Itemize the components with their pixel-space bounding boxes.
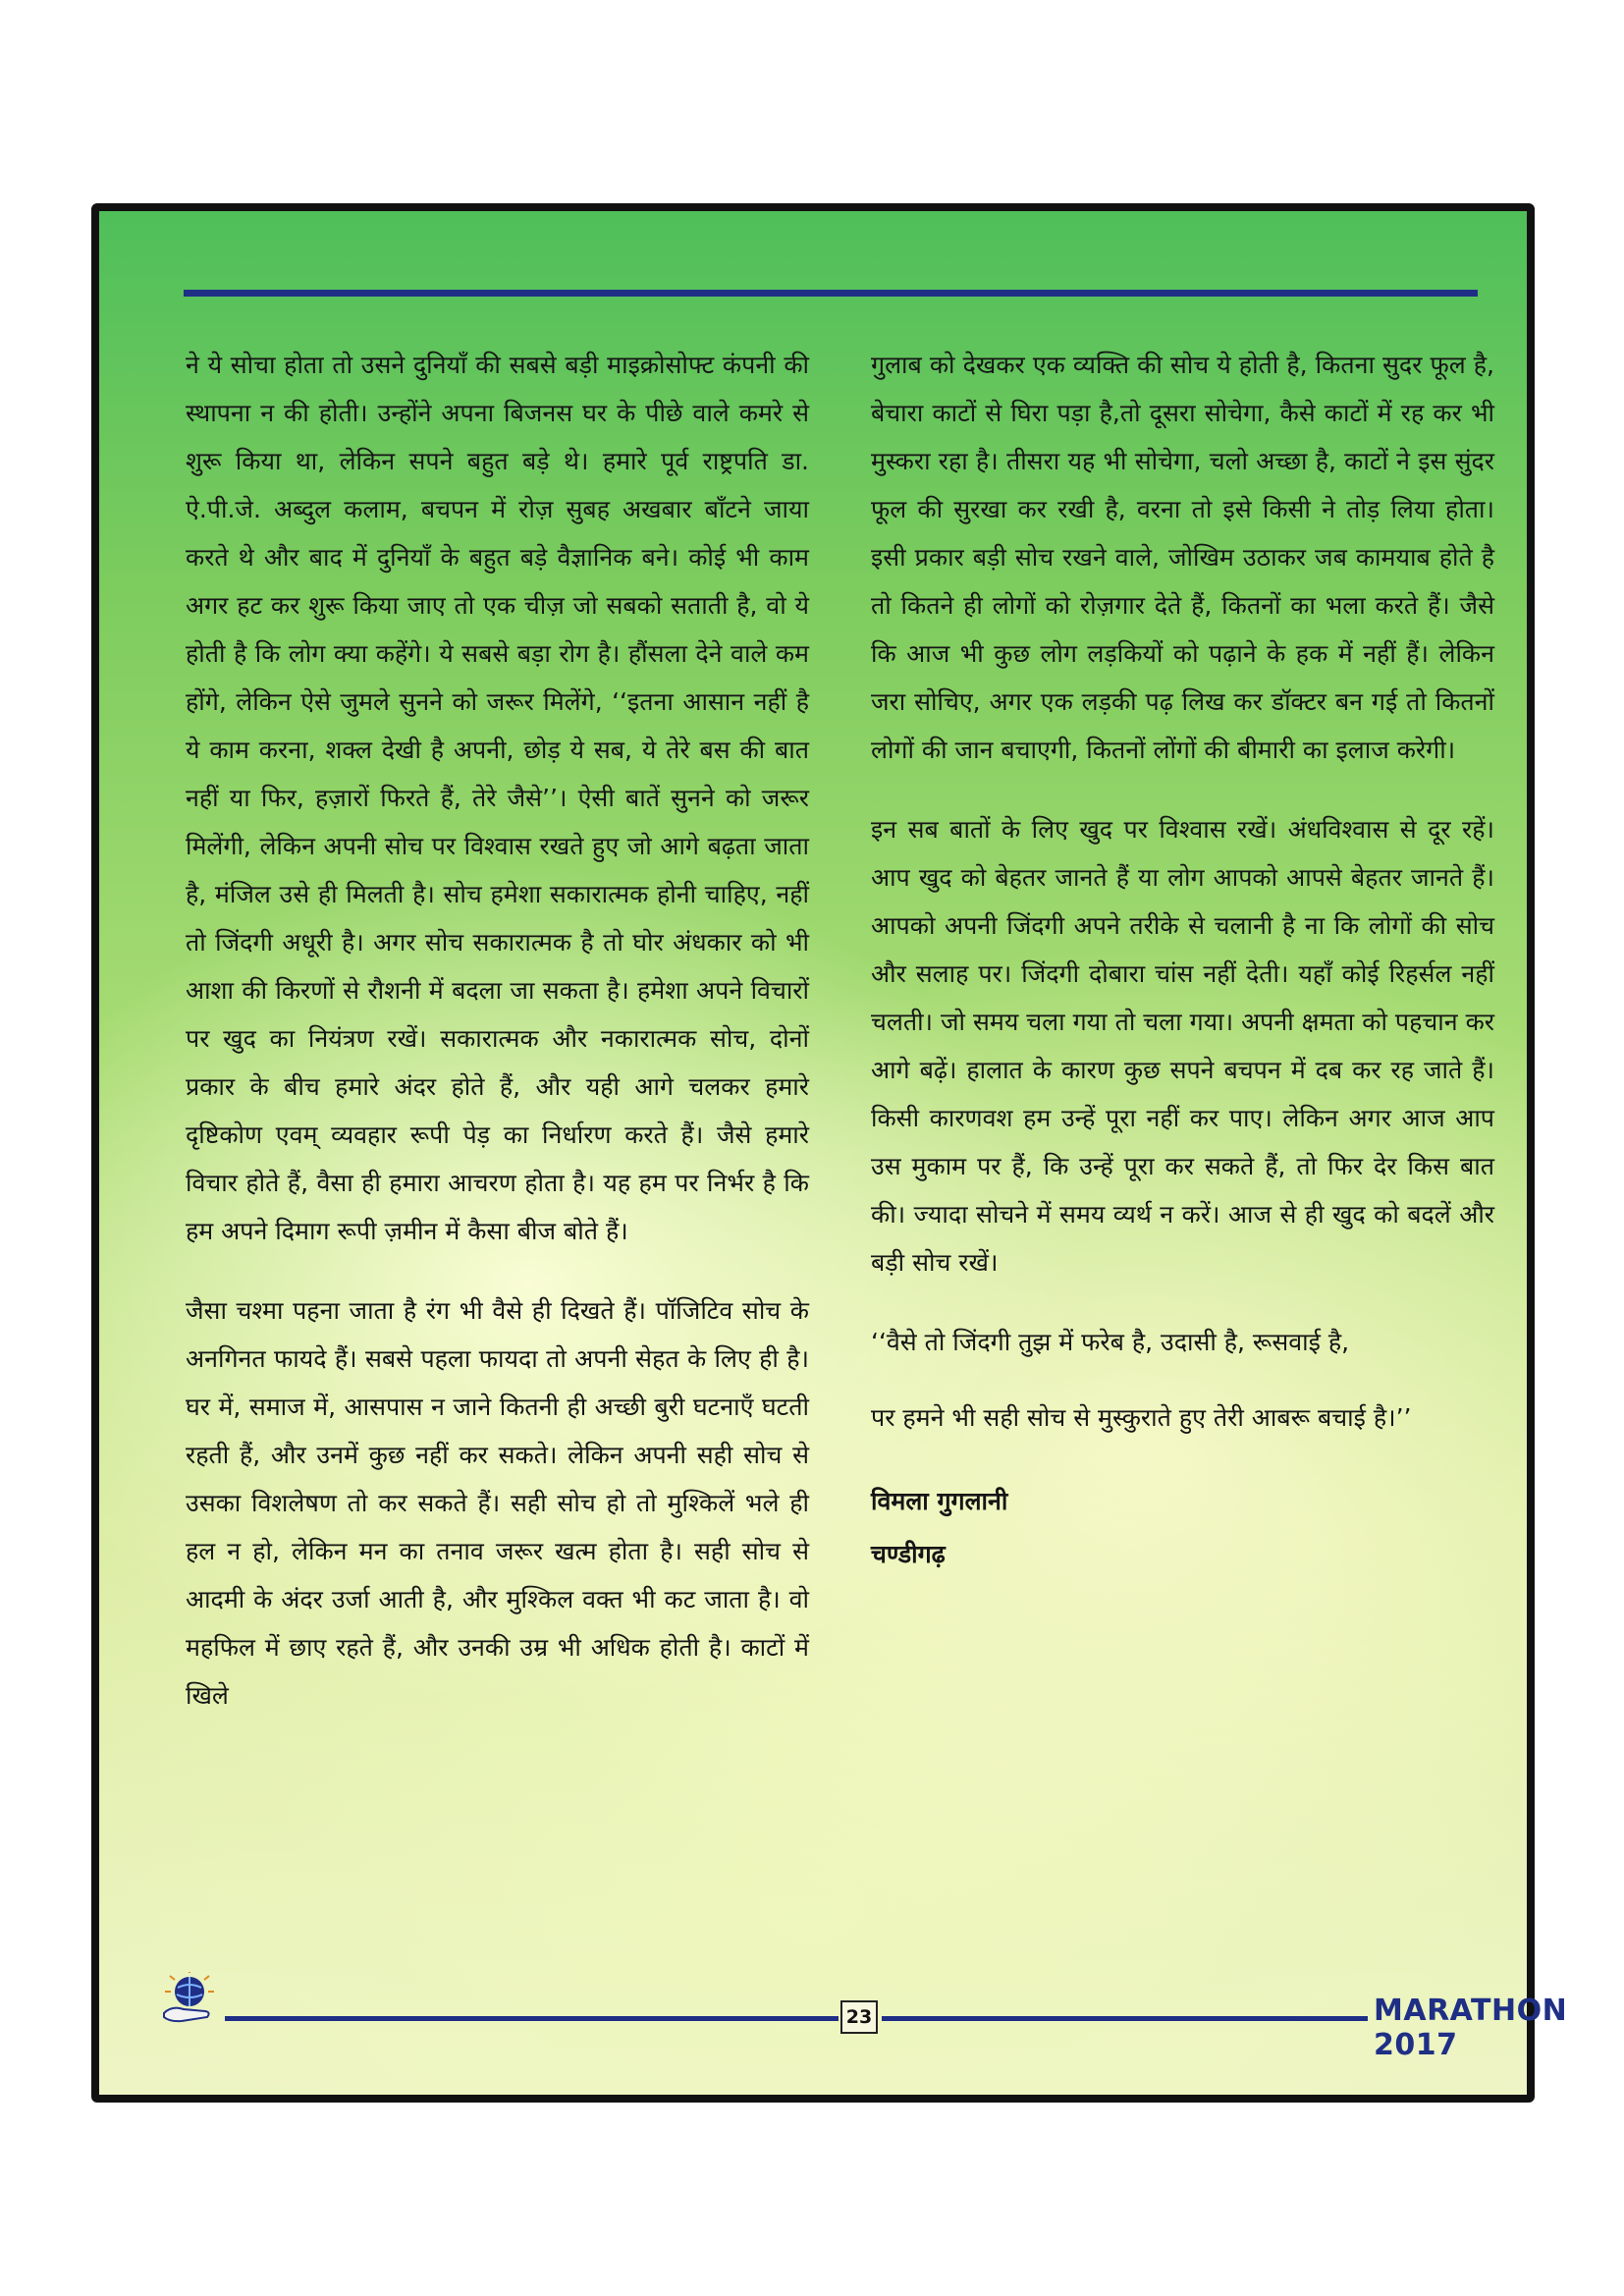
top-rule [184,290,1478,297]
left-column [186,341,809,1751]
right-paragraph-2: इन सब बातों के लिए खुद पर विश्वास रखें। अंधविश्वास से दूर रहें। आप खुद को बेहतर जानते हैं या लोग आपको आपसे बेहतर जानते हैं। आपको अपनी जिंदगी अपने तरीके से चलानी है ना कि लोगों की सोच और सलाह पर। जिंदगी दोबारा चांस नहीं देती। यहाँ कोई रिहर्सल नहीं चलती। जो समय चला गया तो चला गया। अपनी क्षमता को पहचान कर आगे बढ़ें। हालात के कारण कुछ सपने बचपन में दब कर रह जाते हैं। किसी कारणवश हम उन्हें पूरा नहीं कर पाए। लेकिन अगर आज आप उस मुकाम पर हैं, कि उन्हें पूरा कर सकते हैं, तो फिर देर किस बात की। ज्यादा सोचने में समय व्यर्थ न करें। आज से ही खुद को बदलें और बड़ी सोच रखें। [871,815,1494,1277]
page-number: 23 [840,2000,878,2034]
left-paragraph-1: ने ये सोचा होता तो उसने दुनियाँ की सबसे बड़ी माइक्रोसोफ्ट कंपनी की स्थापना न की होती। उन्होंने अपना बिजनस घर के पीछे वाले कमरे से शुरू किया था, लेकिन सपने बहुत बड़े थे। हमारे पूर्व राष्ट्रपति डा. ऐ.पी.जे. अब्दुल कलाम, बचपन में रोज़ सुबह अखबार बाँटने जाया करते थे और बाद में दुनियाँ के बहुत बड़े वैज्ञानिक बने। कोई भी काम अगर हट कर शुरू किया जाए तो एक चीज़ जो सबको सताती है, वो ये होती है कि लोग क्या कहेंगे। ये सबसे बड़ा रोग है। हौंसला देने वाले कम होंगे, लेकिन ऐसे जुमले सुनने को जरूर मिलेंगे, ‘‘इतना आसान नहीं है ये काम करना, शक्ल देखी है अपनी, छोड़ ये सब, ये तेरे बस की बात नहीं या फिर, हज़ारों फिरते हैं, तेरे जैसे’’। ऐसी बातें सुनने को जरूर मिलेंगी, लेकिन अपनी सोच पर विश्वास रखते हुए जो आगे बढ़ता जाता है, मंजिल उसे ही मिलती है। सोच हमेशा सकारात्मक होनी चाहिए, नहीं तो जिंदगी अधूरी है। अगर सोच सकारात्मक है तो घोर अंधकार को भी आशा की किरणों से रौशनी में बदला जा सकता है। हमेशा अपने विचारों पर खुद का नियंत्रण रखें। सकारात्मक और नकारात्मक सोच, दोनों प्रकार के बीच हमारे अंदर होते हैं, और यही आगे चलकर हमारे दृष्टिकोण एवम् व्यवहार रूपी पेड़ का निर्धारण करते हैं। जैसे हमारे विचार होते हैं, वैसा ही हमारा आचरण होता है। यह हम पर निर्भर है कि हम अपने दिमाग रूपी ज़मीन में कैसा बीज बोते हैं। [186,351,809,1245]
author-city: चण्डीगढ़ [871,1540,946,1568]
left-paragraph-2: जैसा चश्मा पहना जाता है रंग भी वैसे ही दिखते हैं। पॉजिटिव सोच के अनगिनत फायदे हैं। सबसे पहला फायदा तो अपनी सेहत के लिए ही है। घर में, समाज में, आसपास न जाने कितनी ही अच्छी बुरी घटनाएँ घटती रहती हैं, और उनमें कुछ नहीं कर सकते। लेकिन अपनी सही सोच से उसका विशलेषण तो कर सकते हैं। सही सोच हो तो मुश्किलें भले ही हल न हो, लेकिन मन का तनाव जरूर खत्म होता है। सही सोच से आदमी के अंदर उर्जा आती है, और मुश्किल वक्त भी कट जाता है। वो महफिल में छाए रहते हैं, और उनकी उम्र भी अधिक होती है। काटों में खिले [186,1296,809,1710]
author-signature [871,1475,1494,1581]
author-name: विमला गुगलानी [871,1487,1008,1515]
right-paragraph-1: गुलाब को देखकर एक व्यक्ति की सोच ये होती है, कितना सुदर फूल है, बेचारा काटों से घिरा पड़ा है,तो दूसरा सोचेगा, कैसे काटों में रह कर भी मुस्करा रहा है। तीसरा यह भी सोचेगा, चलो अच्छा है, काटों ने इस सुंदर फूल की सुरखा कर रखी है, वरना तो इसे किसी ने तोड़ लिया होता। इसी प्रकार बड़ी सोच रखने वाले, जोखिम उठाकर जब कामयाब होते है तो कितने ही लोगों को रोज़गार देते हैं, कितनों का भला करते हैं। जैसे कि आज भी कुछ लोग लड़कियों को पढ़ाने के हक में नहीं हैं। लेकिन जरा सोचिए, अगर एक लड़की पढ़ लिख कर डॉक्टर बन गई तो कितनों लोगों की जान बचाएगी, कितनों लोंगों की बीमारी का इलाज करेगी। [871,351,1494,764]
footer-rule-right [882,2016,1368,2021]
magazine-title: MARATHON 2017 [1374,1994,1568,2062]
footer-rule-left [225,2016,839,2021]
poem-quote [871,1318,1494,1442]
globe-hand-logo-icon [160,1972,217,2027]
page-frame [91,203,1568,2103]
quote-line-1: ‘‘वैसे तो जिंदगी तुझ में फरेब है, उदासी है, रूसवाई है, [871,1328,1350,1356]
right-column [871,341,1494,1581]
quote-line-2: पर हमने भी सही सोच से मुस्कुराते हुए तेरी आबरू बचाई है।’’ [871,1403,1412,1432]
